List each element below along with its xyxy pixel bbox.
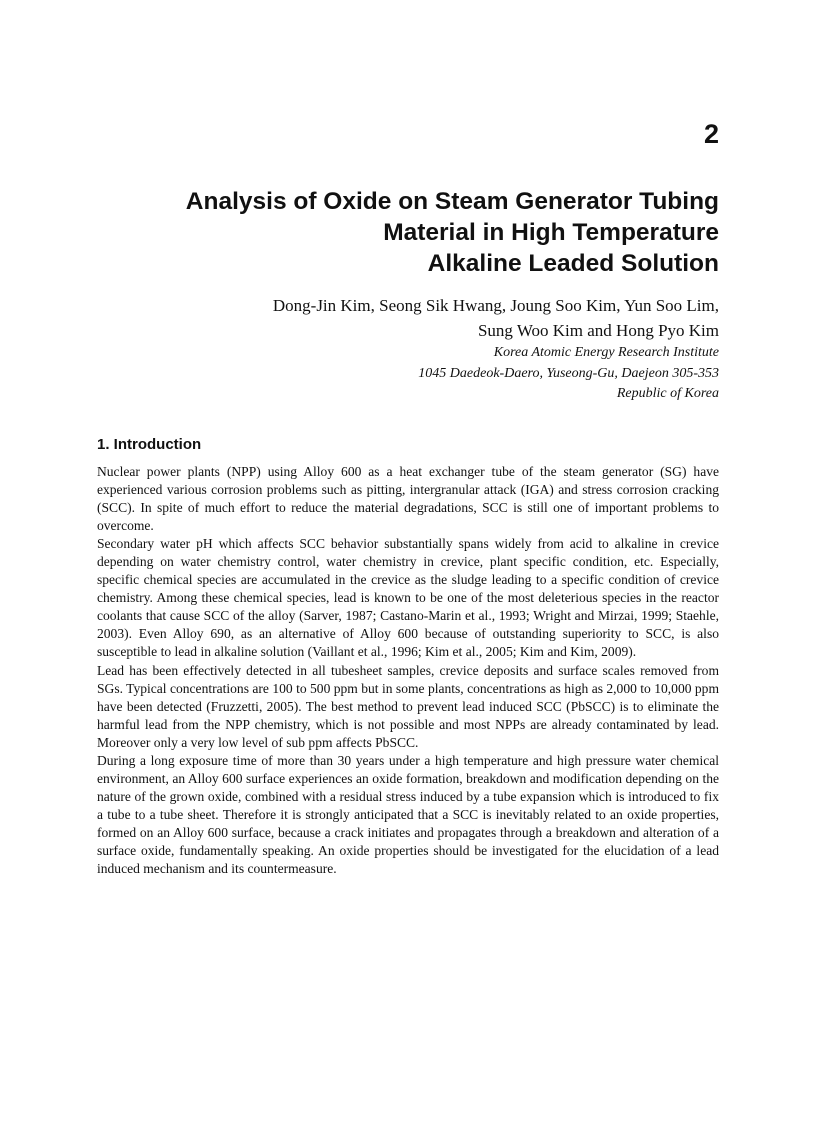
paragraph: During a long exposure time of more than 30 years under a high temperature and high pressure water chemical environment, an Alloy 600 surface experiences an oxide formation, breakdown and modification depending on the nature of the grown oxide, combined with a residual stress induced by a tube expansion which is introduced to fix a tube to a tube sheet. Therefore it is strongly anticipated that a SCC is inevitably related to an oxide properties, formed on an Alloy 600 surface, because a crack initiates and propagates through a breakdown and alteration of a surface oxide, fundamentally speaking. An oxide properties should be investigated for the elucidation of a lead induced mechanism and its countermeasure.	[97, 752, 719, 877]
affiliation-address: 1045 Daedeok-Daero, Yuseong-Gu, Daejeon 305-353	[418, 365, 719, 381]
chapter-title	[99, 186, 719, 279]
paragraph: Secondary water pH which affects SCC behavior substantially spans widely from acid to alkaline in crevice depending on water chemistry control, water chemistry in crevice, plant specific condition, etc. Especially, specific chemical species are accumulated in the crevice as the sludge leading to a specific condition of crevice chemistry. Among these chemical species, lead is known to be one of the most deleterious species in the reactor coolants that cause SCC of the alloy (Sarver, 1987; Castano-Marin et al., 1993; Wright and Mirzai, 1999; Staehle, 2003). Even Alloy 690, as an alternative of Alloy 600 because of outstanding superiority to SCC, is also susceptible to lead in alkaline solution (Vaillant et al., 1996; Kim et al., 2005; Kim and Kim, 2009).	[97, 536, 719, 660]
title-line: Alkaline Leaded Solution	[427, 250, 719, 277]
paragraph: Nuclear power plants (NPP) using Alloy 600 as a heat exchanger tube of the steam generator (SG) have experienced various corrosion problems such as pitting, intergranular attack (IGA) and stress corrosion cracking (SCC). In spite of much effort to reduce the material degradations, SCC is still one of important problems to overcome.	[97, 464, 719, 534]
section-body	[97, 463, 719, 878]
author-line: Sung Woo Kim and Hong Pyo Kim	[477, 321, 719, 340]
chapter-number: 2	[703, 119, 719, 149]
affiliation	[119, 343, 719, 405]
title-line: Material in High Temperature	[383, 219, 719, 246]
paragraph: Lead has been effectively detected in all tubesheet samples, crevice deposits and surface scales removed from SGs. Typical concentrations are 100 to 500 ppm but in some plants, concentrations as high as 2,000 to 10,000 ppm have been detected (Fruzzetti, 2005). The best method to prevent lead induced SCC (PbSCC) is to eliminate the harmful lead from the NPP chemistry, which is not possible and most NPPs are already contaminated by lead. Moreover only a very low level of sub ppm affects PbSCC.	[97, 662, 719, 750]
title-line: Analysis of Oxide on Steam Generator Tubing	[185, 188, 719, 215]
affiliation-country: Republic of Korea	[616, 386, 719, 401]
author-line: Dong-Jin Kim, Seong Sik Hwang, Joung Soo Kim, Yun Soo Lim,	[272, 296, 719, 315]
affiliation-institute: Korea Atomic Energy Research Institute	[493, 345, 719, 360]
section-heading: 1. Introduction	[97, 436, 202, 453]
author-list	[119, 293, 719, 343]
